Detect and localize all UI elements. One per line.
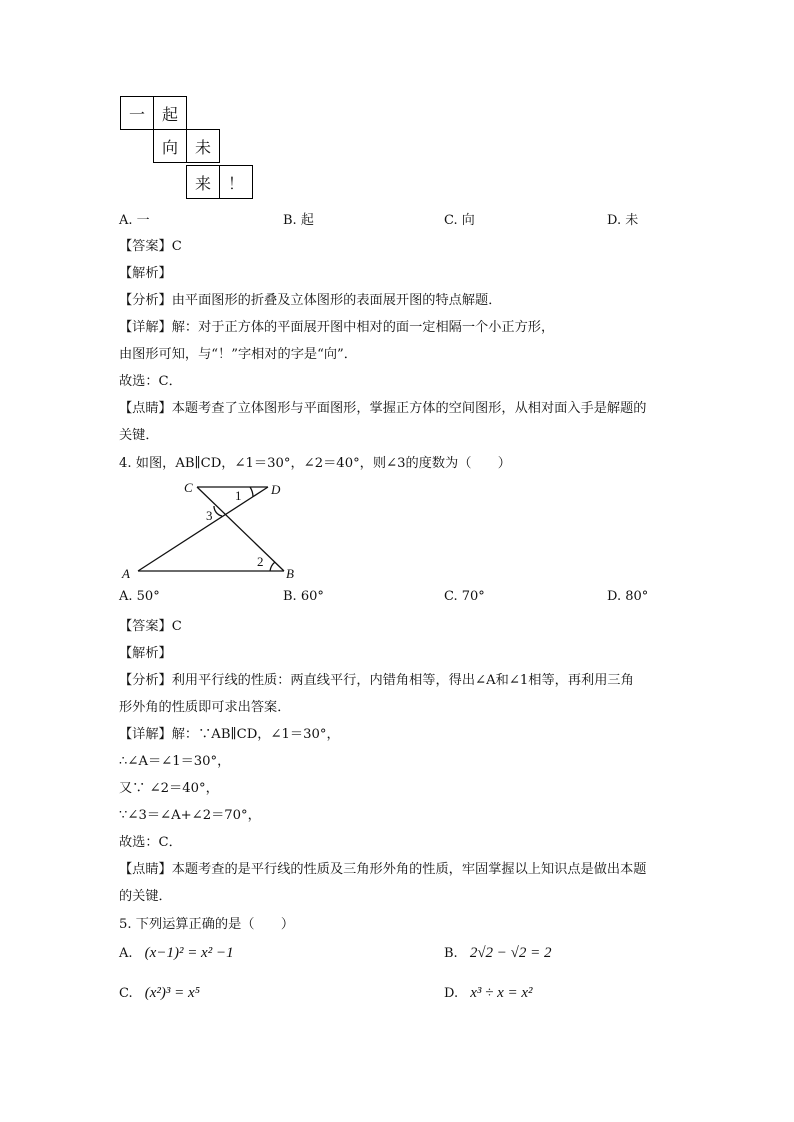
q3-option-d: D. 未: [607, 213, 639, 228]
q4-option-b: B. 60°: [283, 589, 324, 604]
q4-detail-4: ∵∠3＝∠A+∠2＝70°，: [119, 808, 261, 823]
q3-option-b: B. 起: [283, 213, 314, 228]
q3-option-a: A. 一: [119, 213, 150, 228]
label-angle-1: 1: [235, 488, 242, 503]
q4-option-c: C. 70°: [444, 589, 485, 604]
net-cell-6: ！: [219, 165, 253, 199]
q5-option-b-expr: 2√2 − √2 = 2: [469, 945, 552, 961]
q3-choice: 故选：C．: [119, 374, 182, 389]
angle-1-arc: [250, 487, 253, 497]
q5-option-a-expr: (x−1)² = x² −1: [144, 945, 234, 961]
segment-ad: [138, 487, 268, 571]
q3-option-c: C. 向: [444, 213, 475, 228]
q4-option-a: A. 50°: [119, 589, 160, 604]
q3-analysis-title: 【解析】: [119, 266, 172, 281]
q4-detail-1: 【详解】解：∵AB∥CD，∠1＝30°，: [119, 727, 340, 742]
q4-stem: 4. 如图，AB∥CD，∠1＝30°，∠2＝40°，则∠3的度数为（ ）: [119, 456, 511, 471]
q5-option-c-expr: (x²)³ = x⁵: [144, 985, 200, 1001]
q5-option-c-letter: C.: [119, 986, 133, 1001]
label-angle-3: 3: [206, 508, 213, 523]
q5-option-b: [444, 945, 552, 962]
net-cell-4: 未: [186, 129, 220, 163]
label-angle-2: 2: [257, 554, 264, 569]
q3-detail-2: 由图形可知，与“！”字相对的字是“向”．: [119, 347, 357, 362]
q4-choice: 故选：C．: [119, 835, 182, 850]
q3-comment-1: 【点睛】本题考查了立体图形与平面图形，掌握正方体的空间图形，从相对面入手是解题的: [119, 401, 647, 416]
q4-detail-3: 又∵ ∠2＝40°，: [119, 781, 219, 796]
q5-option-d: [444, 985, 533, 1002]
angle-2-arc: [270, 562, 275, 571]
q4-fenxi-1: 【分析】利用平行线的性质：两直线平行，内错角相等，得出∠A和∠1相等，再利用三角: [119, 673, 634, 688]
net-cell-5: 来: [186, 165, 220, 199]
net-cell-2: 起: [153, 96, 187, 130]
q4-detail-2: ∴∠A＝∠1＝30°，: [119, 754, 231, 769]
label-c: C: [184, 480, 193, 495]
label-d: D: [271, 482, 281, 497]
q4-comment-2: 的关键．: [119, 889, 172, 904]
q5-option-a: [119, 945, 234, 962]
q4-answer: 【答案】C: [119, 619, 182, 634]
label-b: B: [286, 566, 294, 581]
q4-comment-1: 【点睛】本题考查的是平行线的性质及三角形外角的性质，牢固掌握以上知识点是做出本题: [119, 862, 647, 877]
q4-option-d: D. 80°: [607, 589, 649, 604]
q4-fenxi-2: 形外角的性质即可求出答案．: [119, 700, 291, 715]
net-cell-1: 一: [120, 96, 154, 130]
q5-option-a-letter: A.: [119, 946, 133, 961]
q5-option-c: [119, 985, 200, 1002]
q3-comment-2: 关键．: [119, 428, 159, 443]
q3-fenxi: 【分析】由平面图形的折叠及立体图形的表面展开图的特点解题．: [119, 293, 502, 308]
q4-analysis-title: 【解析】: [119, 646, 172, 661]
q5-option-d-expr: x³ ÷ x = x²: [470, 985, 533, 1001]
label-a: A: [122, 566, 130, 581]
q3-answer: 【答案】C: [119, 239, 182, 254]
q5-option-b-letter: B.: [444, 946, 458, 961]
q5-option-d-letter: D.: [444, 986, 459, 1001]
net-cell-3: 向: [153, 129, 187, 163]
q3-detail-1: 【详解】解：对于正方体的平面展开图中相对的面一定相隔一个小正方形，: [119, 320, 555, 335]
q5-stem: 5. 下列运算正确的是（ ）: [119, 917, 295, 932]
